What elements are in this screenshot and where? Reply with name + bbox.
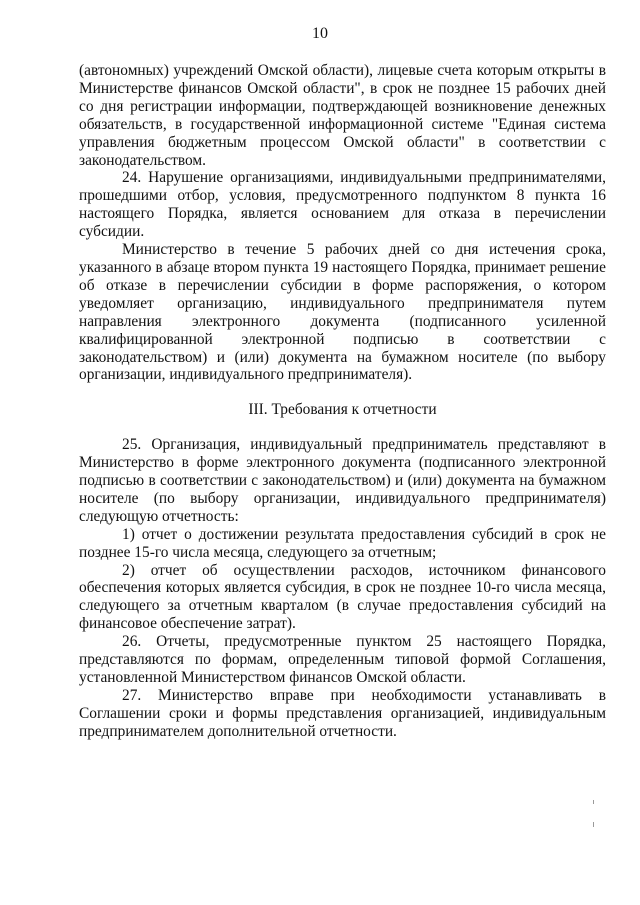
scan-mark xyxy=(593,822,594,827)
paragraph-25: 25. Организация, индивидуальный предприниматель представляют в Министерство в форме электронного документа (подписанного электронной подписью в соответствии с законодательством) и (или) документа на бумажном носителе (по выбору организации, индивидуального предпринимателя) следующую отчетность: xyxy=(79,436,606,525)
section-heading: III. Требования к отчетности xyxy=(248,401,437,419)
document-body xyxy=(79,62,606,741)
scan-mark xyxy=(593,800,594,804)
page-number: 10 xyxy=(312,25,328,42)
paragraph-refusal-decision: Министерство в течение 5 рабочих дней со дня истечения срока, указанного в абзаце втором пункта 19 настоящего Порядка, принимает решение об отказе в перечислении субсидии в форме распоряжения, о котором уведомляет организацию, индивидуального предпринимателя путем направления электронного документа (подписанного усиленной квалифицированной электронной подписью в соответствии с законодательством) и (или) документа на бумажном носителе (по выбору организации, индивидуального предпринимателя). xyxy=(79,241,606,384)
paragraph-25-item-2: 2) отчет об осуществлении расходов, источником финансового обеспечения которых является субсидия, в срок не позднее 10-го числа месяца, следующего за отчетным кварталом (в случае предоставления субсидий на финансовое обеспечение затрат). xyxy=(79,561,606,633)
paragraph-continuation: (автономных) учреждений Омской области), лицевые счета которым открыты в Министерстве финансов Омской области", в срок не позднее 15 рабочих дней со дня регистрации информации, подтверждающей возникновение денежных обязательств, в государственной информационной системе "Единая система управления бюджетным процессом Омской области" в соответствии с законодательством. xyxy=(79,62,606,169)
paragraph-26: 26. Отчеты, предусмотренные пунктом 25 настоящего Порядка, представляются по формам, определенным типовой формой Соглашения, установленной Министерством финансов Омской области. xyxy=(79,633,606,686)
paragraph-25-item-1: 1) отчет о достижении результата предоставления субсидий в срок не позднее 15-го числа месяца, следующего за отчетным; xyxy=(79,525,606,561)
paragraph-24: 24. Нарушение организациями, индивидуальными предпринимателями, прошедшими отбор, условия, предусмотренного подпунктом 8 пункта 16 настоящего Порядка, является основанием для отказа в перечислении субсидии. xyxy=(79,169,606,241)
paragraph-27: 27. Министерство вправе при необходимости устанавливать в Соглашении сроки и формы представления организацией, индивидуальным предпринимателем дополнительной отчетности. xyxy=(79,686,606,740)
